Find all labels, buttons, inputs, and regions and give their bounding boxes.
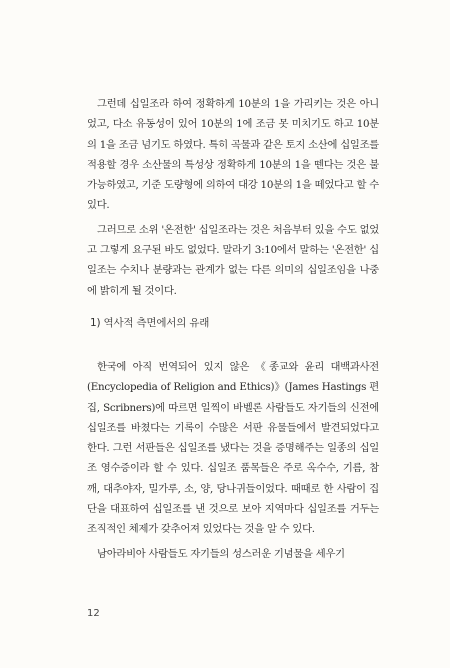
- paragraph: 한국에 아직 번역되어 있지 않은 《종교와 윤리 대백과사전(Encyclopedia of Religion and Ethics)》(James Hastings 편집, Scribners)에 따르면 일찍이 바벨론 사람들도 자기들의 신전에 십일조를 바쳤다는 기록이 수많은 서판 유물들에서 발견되었다고 한다. 그런 서판들은 십일조를 냈다는 것을 증명해주는 일종의 십일조 영수증이라 할 수 있다. 십일조 품목들은 주로 옥수수, 기름, 참깨, 대추야자, 밀가루, 소, 양, 당나귀들이었다. 때때로 한 사람이 집단을 대표하여 십일조를 낸 것으로 보아 지역마다 십일조를 거두는 조직적인 체제가 갖추어져 있었다는 것을 알 수 있다.: [87, 361, 379, 536]
- page-number: 12: [87, 608, 100, 619]
- body-text-top: [87, 94, 379, 301]
- body-text-bottom: [87, 357, 379, 564]
- section-heading: 1) 역사적 측면에서의 유래: [90, 317, 210, 329]
- paragraph: 그러므로 소위 '온전한' 십일조라는 것은 처음부터 있을 수도 없었고 그렇게 요구된 바도 없었다. 말라기 3:10에서 말하는 '온전한' 십일조는 수치나 분량과는 관계가 없는 다른 의미의 십일조임을 나중에 밝히게 될 것이다.: [87, 223, 379, 297]
- paragraph: 남아라비아 사람들도 자기들의 성스러운 기념물을 세우기: [97, 547, 345, 560]
- paragraph: 그런데 십일조라 하여 정확하게 10분의 1을 가리키는 것은 아니었고, 다소 유동성이 있어 10분의 1에 조금 못 미치기도 하고 10분의 1을 조금 넘기도 하였다. 특히 곡물과 같은 토지 소산에 십일조를 적용할 경우 소산물의 특성상 정확하게 10분의 1을 뗀다는 것은 불가능하였고, 기준 도량형에 의하여 대강 10분의 1을 떼었다고 할 수 있다.: [87, 98, 379, 212]
